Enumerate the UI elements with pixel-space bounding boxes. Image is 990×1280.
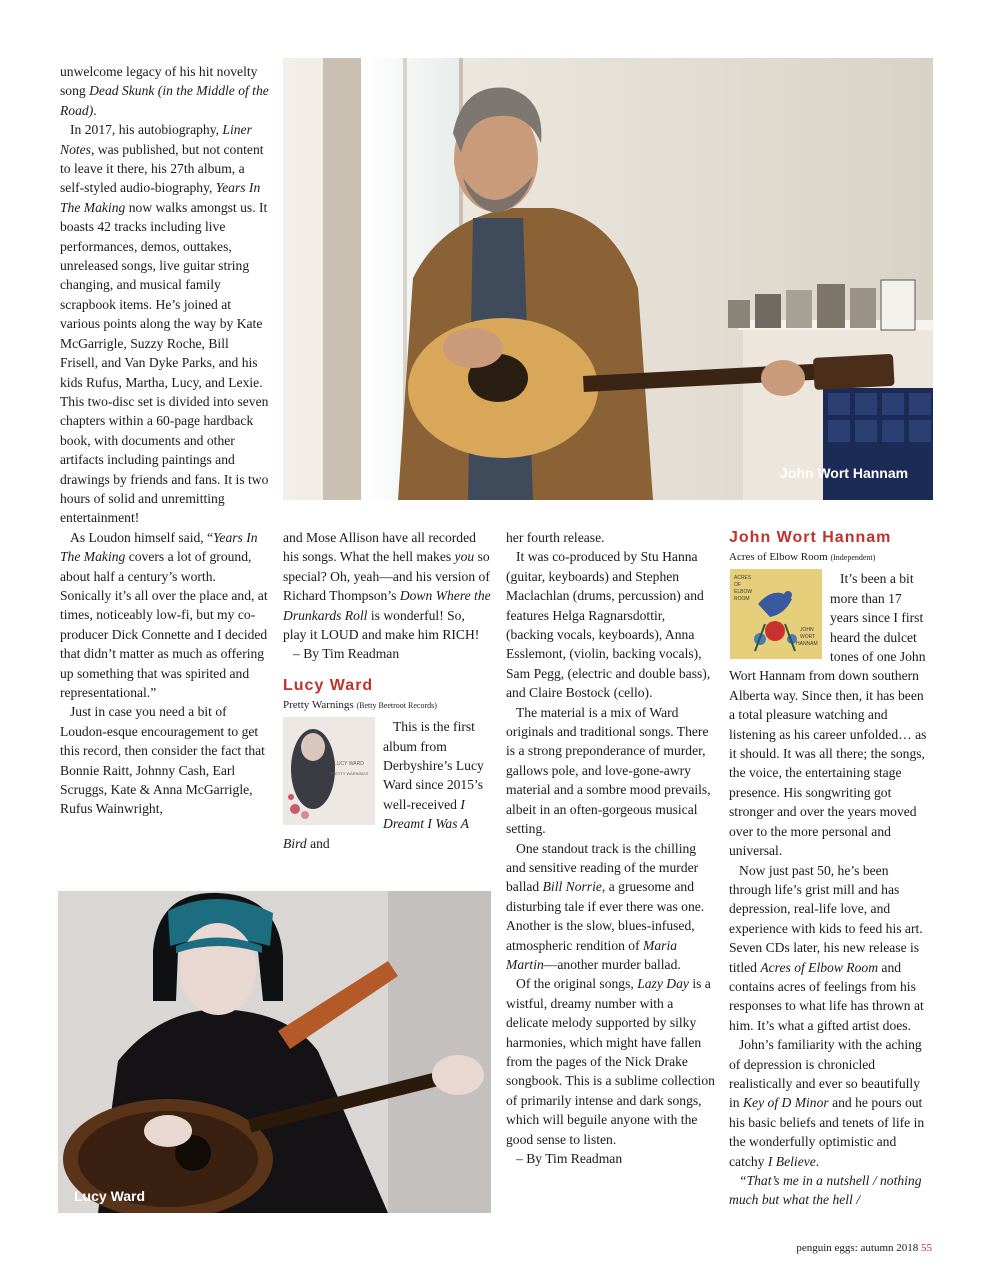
lucy-ward-review-title: Lucy Ward: [283, 676, 374, 694]
col3-paragraph-2: It was co-produced by Stu Hanna (guitar, keyboards) and Stephen Maclachlan (drums, percussion) and features Helga Ragnarsdottir, (backing vocals, keyboards), Anna Esslemont, (violin, backing vocals), Sam Pegg, (electric and double bass), and Claire Bostock (cello).: [506, 549, 711, 701]
john-album-cover: [730, 569, 822, 659]
column-4: [729, 528, 932, 1210]
lucy-album-title-text: LUCY WARD: [334, 761, 364, 768]
john-cover-word-wort: WORT: [800, 634, 816, 641]
john-cover-word-acres: ACRES: [734, 575, 752, 582]
col3-paragraph-5: Of the original songs, Lazy Day is a wistful, dreamy number with a delicate melody supported by silky harmonies, which might have fallen from the pages of the Nick Drake songbook. This is a sublime collection of primarily intense and dark songs, which will beguile anyone with the good sense to listen.: [506, 976, 715, 1147]
lucy-ward-album-line: Pretty Warnings (Betty Beetroot Records): [283, 699, 437, 712]
john-cover-word-room: ROOM: [734, 596, 750, 603]
col4-paragraph-3: John’s familiarity with the aching of depression is chronicled realistically and ever so beautifully in Key of D Minor and he pours out his basic beliefs and tenets of life in the wonderfully optimistic and catchy I Believe.: [729, 1037, 925, 1169]
col3-paragraph-3: The material is a mix of Ward originals and traditional songs. There is a strong preponderance of murder, gallows pole, and love-gone-awry material and a sombre mood prevails, albeit in an often-gorgeous musical setting.: [506, 704, 711, 837]
john-wort-hannam-review-title: John Wort Hannam: [729, 529, 892, 546]
lucy-ward-album-cover: [283, 717, 375, 825]
john-cover-word-hannam: HANNAM: [796, 641, 818, 648]
john-wort-hannam-photo: [283, 58, 933, 500]
john-cover-word-john: JOHN: [800, 627, 814, 634]
col2-paragraph-2: This is the first album from Derbyshire’s Lucy Ward since 2015’s well-received I Dreamt I Was A Bird and: [283, 719, 484, 851]
lucy-ward-photo: [58, 891, 491, 1213]
column-1: [60, 62, 270, 819]
column-2: [283, 528, 491, 853]
john-photo-illustration: [283, 58, 933, 500]
page-number: 55: [921, 1242, 932, 1254]
col4-paragraph-1: It’s been a bit more than 17 years since I first heard the dulcet tones of one John Wort Hannam from down southern Alberta way. Since then, it has been a total pleasure watching and listening as his career unfolded… as it should. It was all there; the songs, the voice, the entertaining stage presence. His songwriting got stronger and over the years moved over to the more personal and universal.: [729, 571, 927, 859]
lucy-photo-illustration: [58, 891, 491, 1213]
lucy-album-art: [283, 717, 375, 825]
lucy-photo-caption: Lucy Ward: [74, 1188, 146, 1204]
john-album-art: [730, 569, 822, 659]
col1-paragraph-4: Just in case you need a bit of Loudon-esque encouragement to get this record, then consider the fact that Bonnie Raitt, Johnny Cash, Earl Scruggs, Kate & Anna McGarrigle, Rufus Wainwright,: [60, 704, 265, 817]
john-album-line: Acres of Elbow Room (Independent): [729, 551, 876, 564]
col3-paragraph-4: One standout track is the chilling and sensitive reading of the murder ballad Bill Norrie, a gruesome and disturbing tale if ever there was one. Another is the slow, blues-infused, atmospheric rendition of Maria Martin—another murder ballad.: [506, 840, 705, 972]
col1-paragraph-1: unwelcome legacy of his hit novelty song Dead Skunk (in the Middle of the Road).: [60, 64, 269, 118]
column-3: [506, 528, 716, 1168]
col4-paragraph-2: Now just past 50, he’s been through life’s grist mill and has depression, real-life love, and experience with kids to feed his art. Seven CDs later, his new release is titled Acres of Elbow Room and contains acres of feelings from his responses to what life has thrown at him. It’s what a gifted artist does.: [729, 862, 924, 1033]
john-cover-word-elbow: ELBOW: [734, 589, 753, 596]
col2-byline: – By Tim Readman: [293, 646, 400, 662]
col3-byline: – By Tim Readman: [516, 1151, 623, 1166]
footer-publication: penguin eggs: autumn 2018: [796, 1242, 919, 1254]
john-cover-word-of: OF: [734, 582, 741, 589]
col2-paragraph-1: and Mose Allison have all recorded his songs. What the hell makes you so special? Oh, yeah—and his version of Richard Thompson’s Down Where the Drunkards Roll is wonderful! So, play it LOUD and make him RICH!: [283, 530, 491, 643]
col1-paragraph-3: As Loudon himself said, “Years In The Making covers a lot of ground, about half a century’s worth. Sonically it’s all over the place and, at times, noticeably low-fi, but my co-producer Dick Connette and I decided that didn’t matter as much as offering up something that was spirited and representational.”: [60, 529, 268, 700]
col4-lyric-quote: “That’s me in a nutshell / nothing much but what the hell /: [729, 1173, 922, 1208]
lucy-album-subtitle-text: PRETTY WARNINGS: [329, 771, 369, 777]
col1-paragraph-2: In 2017, his autobiography, Liner Notes, was published, but not content to leave it there, his 27th album, a self-styled audio-biography, Years In The Making now walks amongst us. It boasts 42 tracks including live performances, demos, outtakes, unreleased songs, live guitar string changing, and musical family scrapbook items. He’s joined at various points along the way by Kate McGarrigle, Suzzy Roche, Bill Frisell, and Van Dyke Parks, and his kids Rufus, Martha, Lucy, and Lexie. This two-disc set is divided into seven chapters within a 60-page hardback book, with documents and other artifacts including paintings and drawings by friends and fans. It is two hours of solid and unremitting entertainment!: [60, 122, 269, 526]
page-footer: [796, 1242, 932, 1254]
col3-paragraph-1: her fourth release.: [506, 530, 605, 545]
john-photo-caption: John Wort Hannam: [780, 465, 909, 481]
